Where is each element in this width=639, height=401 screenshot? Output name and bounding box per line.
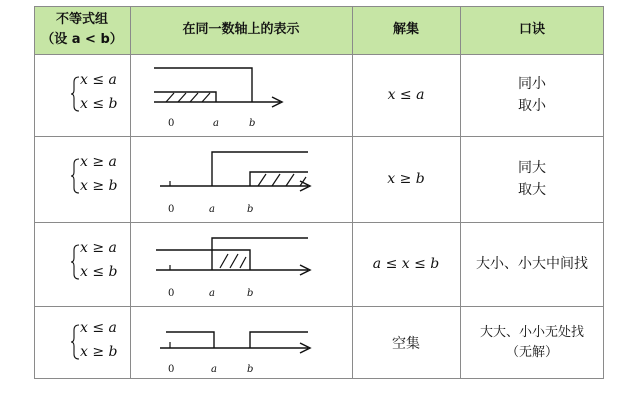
tick-label-a: a bbox=[213, 118, 219, 129]
tick-label-a: a bbox=[209, 204, 215, 215]
header-condition-line1: 不等式组 bbox=[55, 12, 108, 27]
tick-label-zero: 0 bbox=[168, 118, 175, 129]
header-rule: 口诀 bbox=[518, 22, 545, 37]
rule-cell bbox=[460, 136, 604, 222]
system-cell bbox=[34, 136, 130, 222]
grid-line bbox=[352, 6, 353, 379]
tick-label-b: b bbox=[247, 288, 254, 299]
brace-icon bbox=[70, 244, 80, 280]
brace-icon bbox=[70, 158, 80, 194]
header-condition-line2: （设 a < b） bbox=[41, 32, 123, 47]
brace-icon bbox=[70, 76, 80, 112]
tick-label-a: a bbox=[211, 364, 217, 375]
shading-hatch bbox=[166, 93, 210, 102]
tick-label-a: a bbox=[209, 288, 215, 299]
rule-line-1: 同小 bbox=[518, 76, 546, 92]
inequality-2: x ≥ b bbox=[80, 178, 118, 194]
solution-cell: 空集 bbox=[392, 335, 420, 352]
grid-line bbox=[460, 6, 461, 379]
number-line-diagram bbox=[130, 222, 352, 306]
grid-line bbox=[34, 54, 604, 55]
rule-cell bbox=[460, 306, 604, 379]
inequality-2: x ≤ b bbox=[80, 96, 118, 112]
rule-line-2: 取小 bbox=[518, 98, 546, 114]
grid-line bbox=[130, 6, 131, 379]
inequality-1: x ≥ a bbox=[80, 240, 117, 256]
rule-line-1: 同大 bbox=[518, 160, 546, 176]
solution-cell: x ≤ a bbox=[387, 87, 425, 103]
tick-label-b: b bbox=[249, 118, 256, 129]
inequality-2: x ≥ b bbox=[80, 344, 118, 360]
inequality-table bbox=[34, 6, 604, 379]
solution-cell: x ≥ b bbox=[387, 171, 425, 187]
range-x-ge-a bbox=[212, 152, 308, 186]
rule-cell bbox=[460, 222, 604, 306]
brace-icon bbox=[70, 324, 80, 360]
grid-line bbox=[603, 6, 604, 379]
rule-line-1: 大小、小大中间找 bbox=[476, 256, 588, 272]
grid-line bbox=[34, 136, 604, 137]
inequality-1: x ≤ a bbox=[80, 320, 117, 336]
grid-line bbox=[34, 6, 35, 379]
system-cell bbox=[34, 54, 130, 136]
system-cell bbox=[34, 306, 130, 379]
grid-line bbox=[34, 306, 604, 307]
range-x-le-b bbox=[154, 68, 252, 102]
rule-line-2: （无解） bbox=[505, 344, 558, 360]
range-x-ge-a bbox=[212, 238, 308, 270]
range-x-ge-b bbox=[250, 332, 308, 348]
number-line-diagram bbox=[130, 306, 352, 379]
tick-label-b: b bbox=[247, 204, 254, 215]
range-x-le-a bbox=[166, 332, 214, 348]
grid-line bbox=[34, 6, 604, 7]
header-solution: 解集 bbox=[392, 22, 419, 37]
rule-line-2: 取大 bbox=[518, 182, 546, 198]
grid-line bbox=[34, 222, 604, 223]
tick-label-zero: 0 bbox=[168, 288, 175, 299]
rule-cell bbox=[460, 54, 604, 136]
shading-hatch bbox=[220, 254, 246, 268]
tick-label-b: b bbox=[247, 364, 254, 375]
header-condition bbox=[34, 6, 130, 54]
header-number-line: 在同一数轴上的表示 bbox=[182, 22, 300, 37]
number-line-diagram bbox=[130, 54, 352, 136]
inequality-1: x ≤ a bbox=[80, 72, 117, 88]
solution-cell: a ≤ x ≤ b bbox=[372, 256, 440, 272]
shading-hatch bbox=[258, 174, 306, 186]
inequality-1: x ≥ a bbox=[80, 154, 117, 170]
grid-line bbox=[34, 378, 604, 379]
tick-label-zero: 0 bbox=[168, 364, 175, 375]
rule-line-1: 大大、小小无处找 bbox=[479, 324, 584, 340]
system-cell bbox=[34, 222, 130, 306]
inequality-2: x ≤ b bbox=[80, 264, 118, 280]
tick-label-zero: 0 bbox=[168, 204, 175, 215]
number-line-diagram bbox=[130, 136, 352, 222]
